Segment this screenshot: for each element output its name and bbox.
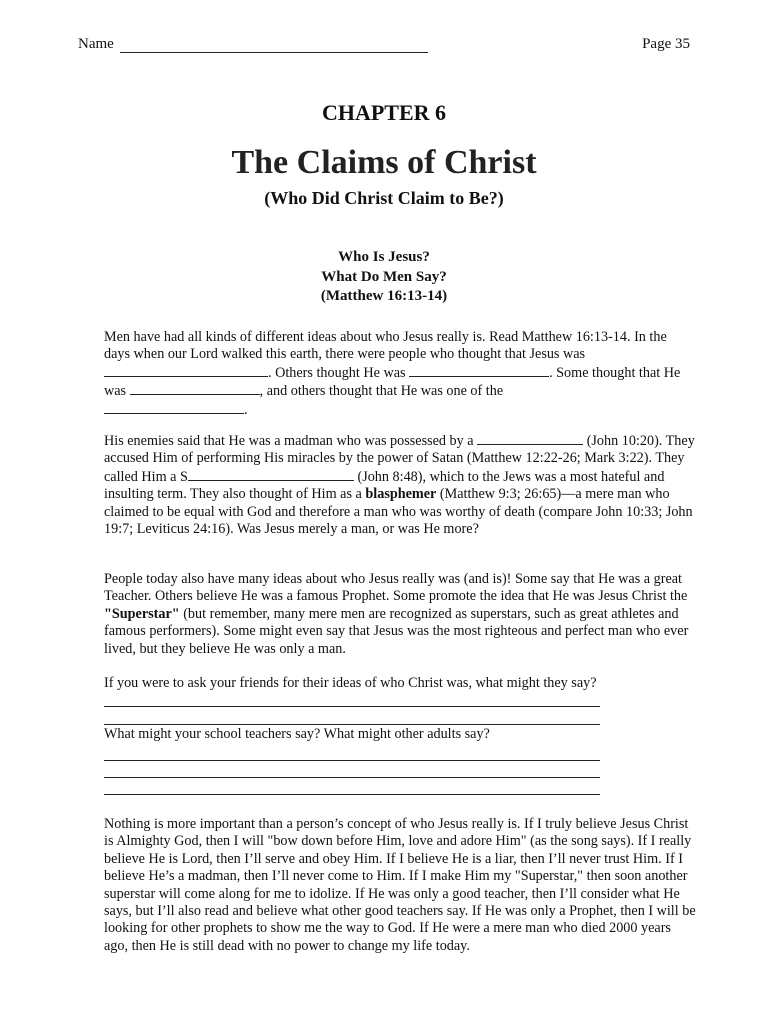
- paragraph-2-text-d: (Matthew 9:3; 26:65)—a mere man who claimed to be equal with God and therefore a man who was worthy of death (compare John 10:33; John 19:7; Leviticus 24:16). Was Jesus merely a man, or was He more?: [104, 486, 693, 538]
- bold-term-blasphemer: blasphemer: [365, 486, 437, 503]
- answer-line-2[interactable]: [104, 724, 600, 725]
- paragraph-2-text-c: (John 8:48), which to the Jews was a most hateful and insulting term. They also thought of Him as a: [104, 468, 665, 503]
- answer-line-1[interactable]: [104, 706, 600, 707]
- section-heading-line-3: (Matthew 16:13-14): [320, 288, 448, 304]
- fill-blank-1[interactable]: [104, 364, 268, 377]
- paragraph-1-text-d: , and others thought that He was one of the: [259, 383, 504, 400]
- page-subtitle: (Who Did Christ Claim to Be?): [264, 188, 504, 208]
- answer-line-4[interactable]: [104, 777, 600, 778]
- paragraph-3-text-a: People today also have many ideas about who Jesus really was (and is)! Some say that He was a great Teacher. Others believe He was a famous Prophet. Some promote the idea that He was Jesus Christ the: [104, 571, 688, 605]
- paragraph-3: [104, 571, 696, 658]
- fill-blank-6[interactable]: [188, 468, 354, 481]
- answer-line-5[interactable]: [104, 794, 600, 795]
- page-title: The Claims of Christ: [231, 144, 537, 181]
- paragraph-2-text-a: His enemies said that He was a madman who was possessed by a: [104, 433, 474, 449]
- bold-term-superstar: "Superstar": [104, 605, 180, 622]
- fill-blank-4[interactable]: [104, 401, 244, 414]
- paragraph-1-text-c: . Some thought that He was: [104, 364, 681, 400]
- answer-line-3[interactable]: [104, 760, 600, 761]
- name-blank-line[interactable]: [120, 52, 428, 53]
- paragraph-1-text-a: Men have had all kinds of different ideas about who Jesus really is. Read Matthew 16:13-14. In the days when our Lord walked this earth, there were people who thought that Jesus was: [104, 329, 667, 363]
- paragraph-2: [104, 432, 696, 538]
- paragraph-1-text-e: .: [244, 401, 248, 418]
- page-header: [78, 36, 690, 58]
- section-heading: [0, 248, 768, 307]
- paragraph-2-text-b: (John 10:20). They accused Him of performing His miracles by the power of Satan (Matthew 12:22-26; Mark 3:22). They called Him a S: [104, 433, 695, 485]
- question-teachers: What might your school teachers say? What might other adults say?: [104, 726, 490, 742]
- question-friends: If you were to ask your friends for their ideas of who Christ was, what might they say?: [104, 675, 597, 691]
- page-number: Page 35: [642, 36, 690, 52]
- section-heading-line-1: Who Is Jesus?: [338, 249, 430, 265]
- chapter-heading: CHAPTER 6: [321, 100, 447, 125]
- paragraph-1-text-b: . Others thought He was: [268, 364, 406, 381]
- paragraph-3-text-b: (but remember, many mere men are recognized as superstars, such as great athletes and famous performers). Some might even say that Jesus was the most righteous and perfect man who ever lived, but they believe He was only a man.: [104, 605, 689, 657]
- fill-blank-3[interactable]: [130, 382, 260, 395]
- paragraph-4: Nothing is more important than a person’s concept of who Jesus really is. If I truly believe Jesus Christ is Almighty God, then I will "bow down before Him, love and adore Him" (as the song says). If I really believe He is Lord, then I’ll serve and obey Him. If I believe He is a liar, then I’ll never trust Him. If I believe He’s a madman, then I’ll never come to Him. If I make Him my "Superstar," then soon another superstar will come along for me to idolize. If He was only a good teacher, then I’ll consider what He says, but I’ll also read and believe what other good teachers say. If He was only a Prophet, then I will be looking for other prophets to show me the way to God. If He were a mere man who died 2000 years ago, then He is still dead with no power to change my life today.: [104, 816, 696, 954]
- fill-blank-5[interactable]: [477, 432, 583, 445]
- paragraph-1: [104, 329, 696, 419]
- name-label: Name: [78, 36, 114, 52]
- section-heading-line-2: What Do Men Say?: [321, 268, 447, 285]
- fill-blank-2[interactable]: [409, 364, 549, 377]
